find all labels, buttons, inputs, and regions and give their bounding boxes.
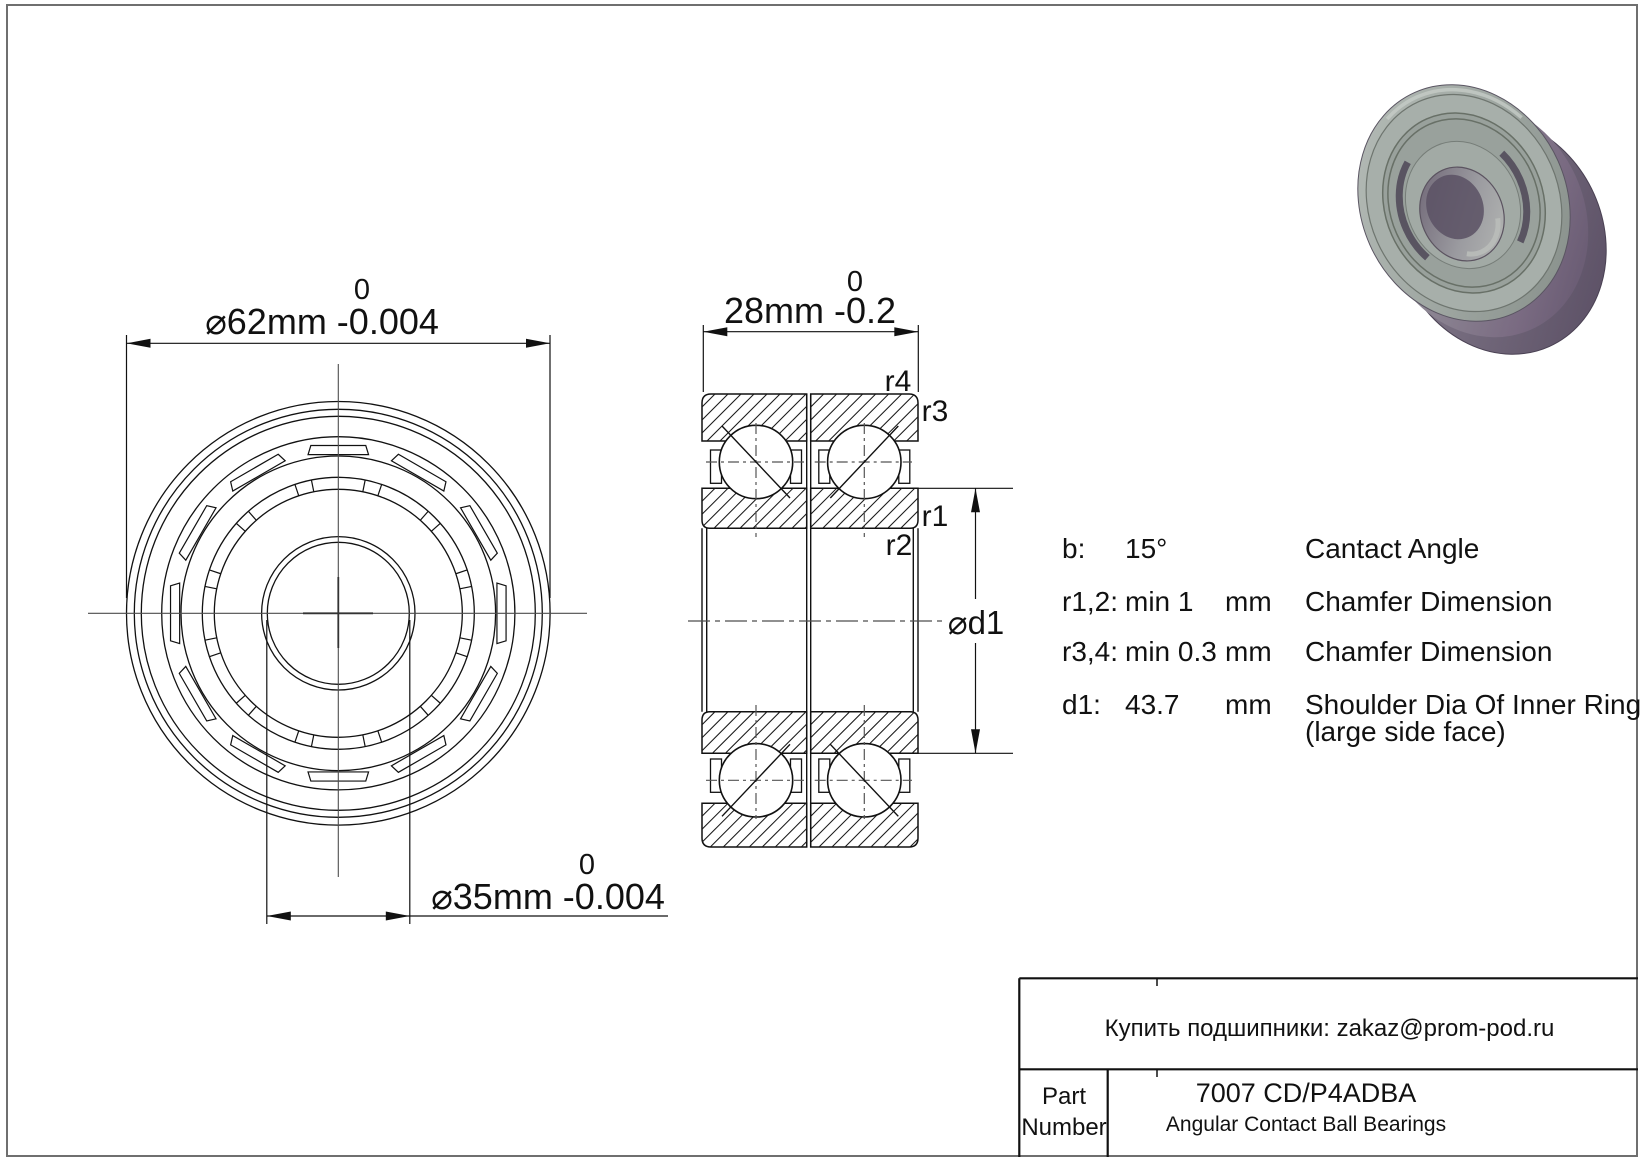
spec-desc: Chamfer Dimension (1305, 636, 1553, 667)
spec-label: r1,2: (1062, 586, 1119, 617)
spec-desc: Shoulder Dia Of Inner Ring (1305, 689, 1642, 720)
bearing-category: Angular Contact Ball Bearings (1165, 1113, 1447, 1136)
bore-upper-tolerance: 0 (578, 849, 596, 881)
d1-diameter-label: ⌀d1 (947, 604, 1005, 641)
spec-row-contact-angle (1062, 533, 1646, 565)
spec-label: b: (1062, 533, 1086, 564)
od-dimension-text: ⌀62mm -0.004 (205, 301, 439, 342)
front-view-drawing (88, 364, 587, 877)
spec-unit: mm (1225, 586, 1272, 617)
spec-label: d1: (1062, 689, 1101, 720)
bore-dimension-text: ⌀35mm -0.004 (431, 876, 665, 917)
part-number-label: Part Number (1021, 1083, 1107, 1141)
spec-value: min 1 (1125, 586, 1194, 617)
r1-label: r1 (921, 500, 949, 533)
spec-value: 43.7 (1125, 689, 1180, 720)
spec-value: 15° (1125, 533, 1168, 564)
spec-unit: mm (1225, 636, 1272, 667)
seller-contact-text: Купить подшипники: zakaz@prom-pod.ru (1104, 1015, 1555, 1042)
od-upper-tolerance: 0 (353, 274, 371, 306)
r4-label: r4 (884, 365, 912, 398)
part-number-value: 7007 CD/P4ADBA (1195, 1078, 1417, 1108)
width-upper-tolerance: 0 (846, 266, 864, 298)
r3-label: r3 (921, 395, 949, 428)
spec-desc-line2: (large side face) (1305, 716, 1506, 747)
spec-label: r3,4: (1062, 636, 1119, 667)
bearing-3d-render (1321, 51, 1644, 389)
spec-unit: mm (1225, 689, 1272, 720)
width-dimension-text: 28mm -0.2 (723, 290, 897, 331)
spec-desc: Chamfer Dimension (1305, 586, 1553, 617)
r2-label: r2 (885, 529, 913, 562)
spec-desc: Cantact Angle (1305, 533, 1480, 564)
spec-row-chamfer-r12 (1062, 586, 1646, 618)
spec-row-chamfer-r34 (1062, 636, 1646, 668)
cross-section-drawing (655, 394, 954, 847)
spec-value: min 0.3 (1125, 636, 1217, 667)
